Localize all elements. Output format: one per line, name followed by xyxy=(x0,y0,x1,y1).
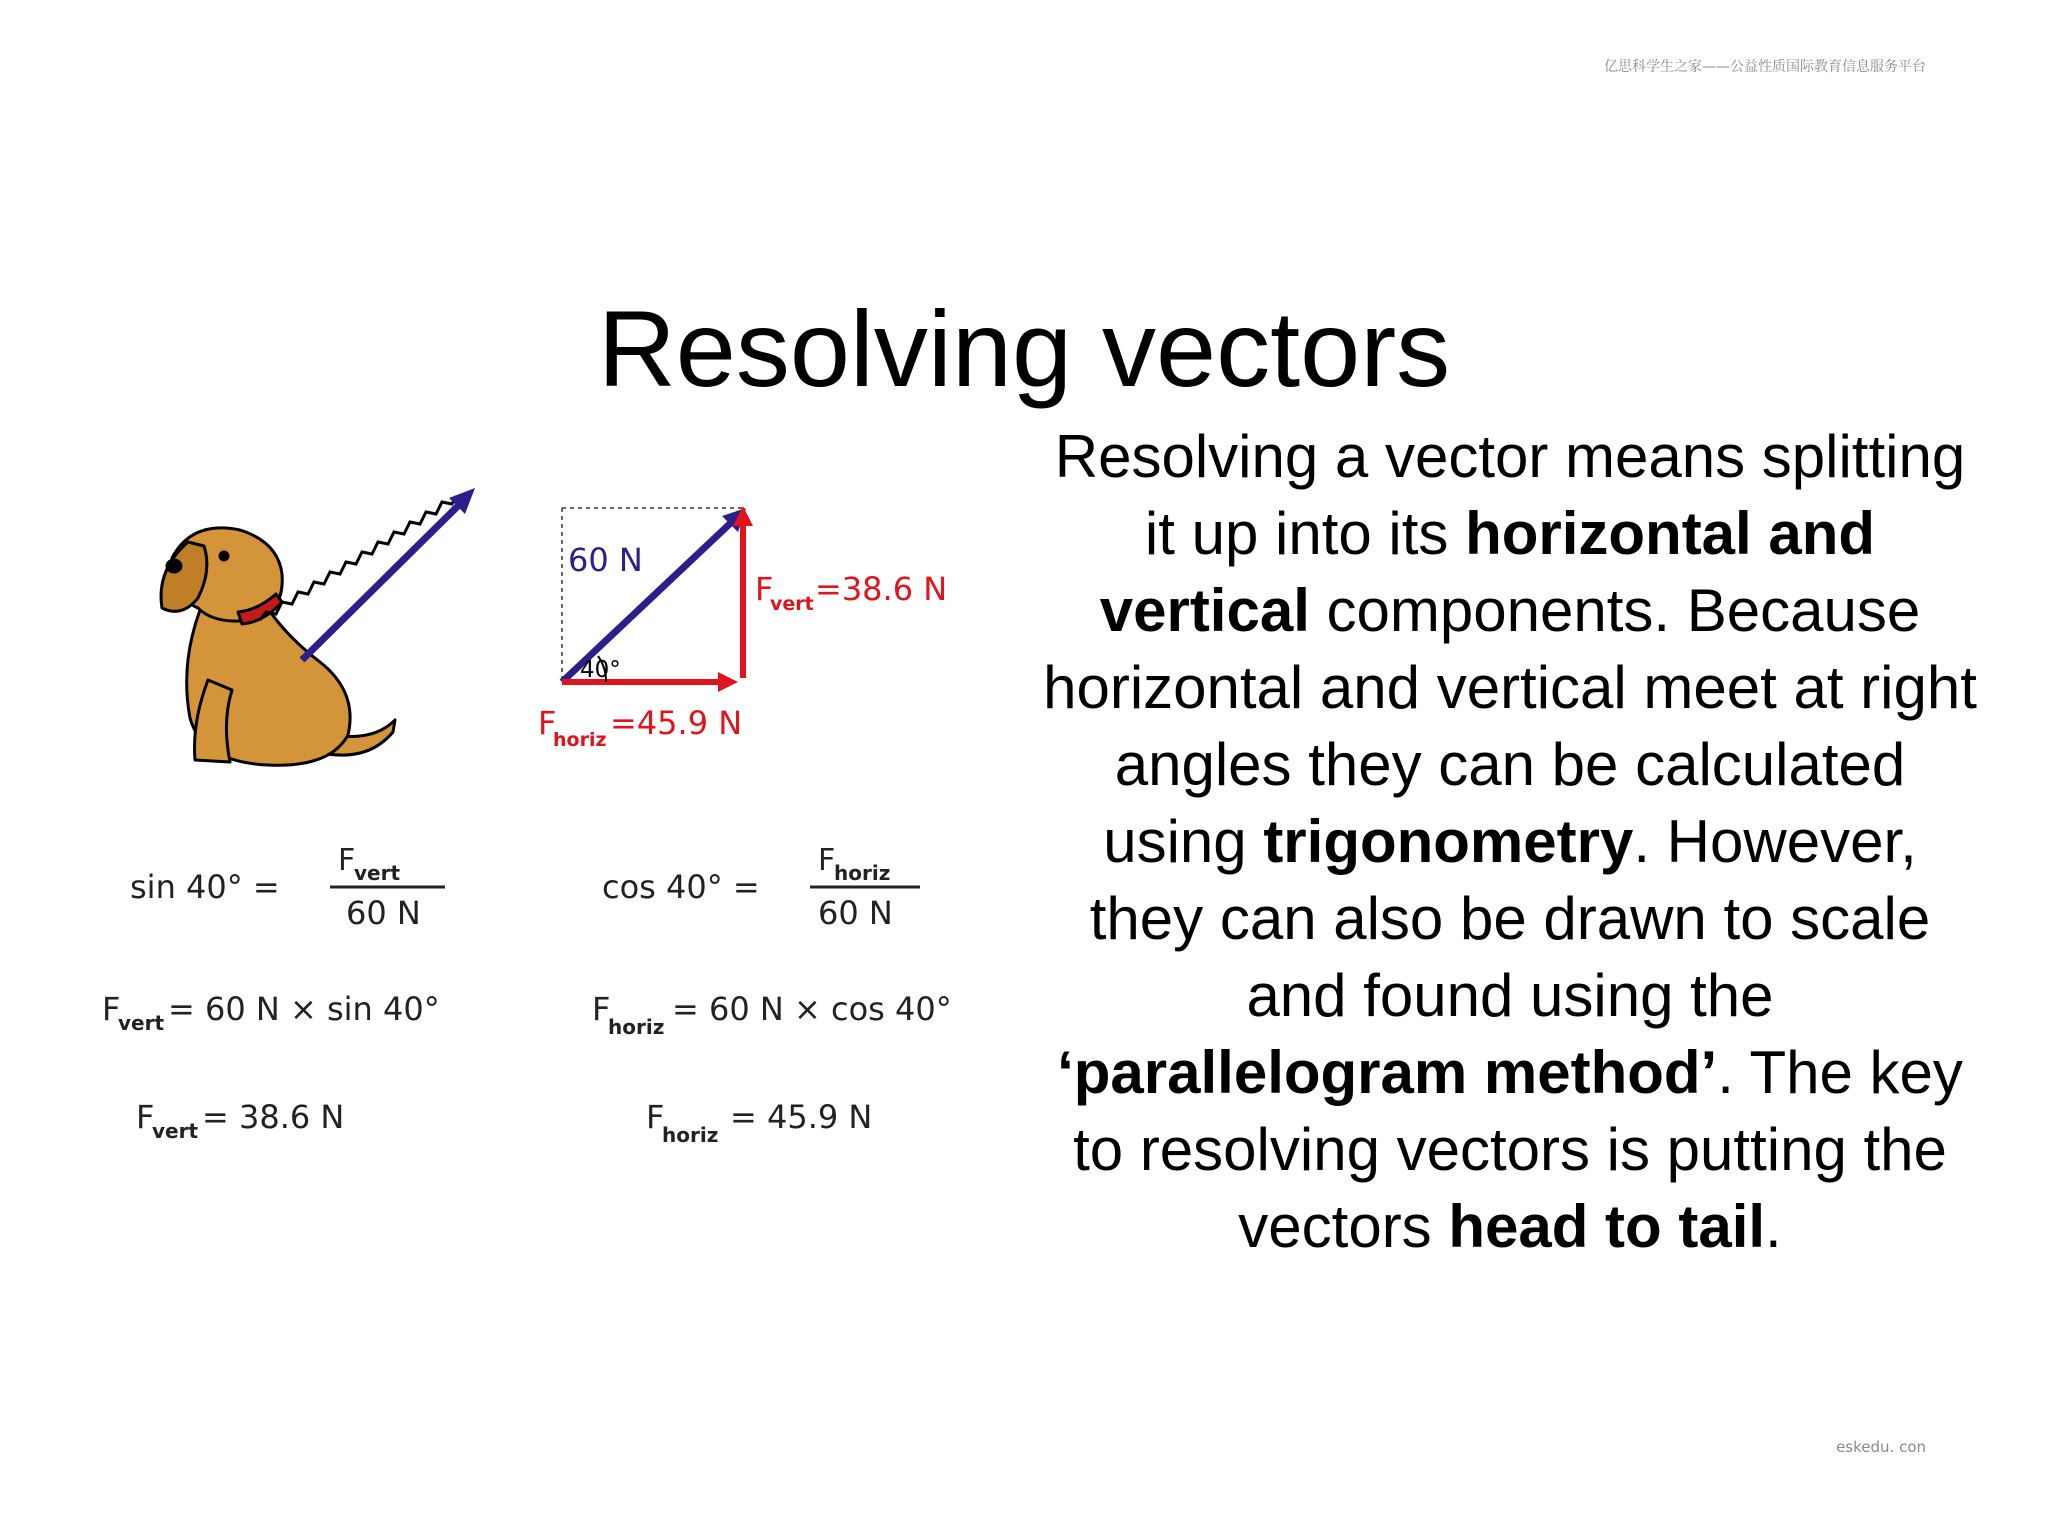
horiz-product-f: F xyxy=(592,990,611,1028)
cos-numerator-f: F xyxy=(818,843,836,878)
explanation-paragraph xyxy=(1040,418,1980,1265)
sin-numerator-sub: vert xyxy=(354,861,401,885)
f-vert-value: =38.6 N xyxy=(815,570,948,608)
horiz-result: = 45.9 N xyxy=(730,1098,873,1136)
f-horiz-letter: F xyxy=(538,704,557,742)
vector-diagram-svg xyxy=(90,470,1000,1170)
dog-illustration xyxy=(161,528,395,765)
slide-title: Resolving vectors xyxy=(597,288,1451,410)
body-text-5: . xyxy=(1765,1193,1782,1260)
hypotenuse-label: 60 N xyxy=(568,541,643,579)
sin-numerator-f: F xyxy=(338,843,356,878)
f-horiz-value: =45.9 N xyxy=(610,704,743,742)
f-vert-letter: F xyxy=(755,570,774,608)
horiz-product-sub: horiz xyxy=(608,1015,665,1039)
angle-label: 40° xyxy=(580,657,621,683)
body-bold-2: trigonometry xyxy=(1263,808,1634,875)
dog-nose xyxy=(167,560,181,572)
cosine-formula-block xyxy=(592,843,952,1147)
body-text-4: . The key to resolving vectors is putting the vectors xyxy=(1073,1039,1963,1260)
cos-denominator: 60 N xyxy=(818,894,893,932)
cos-numerator-sub: horiz xyxy=(834,861,891,885)
f-vert-subscript: vert xyxy=(770,593,814,615)
body-bold-3: ‘parallelogram method’ xyxy=(1057,1039,1718,1106)
sin-denominator: 60 N xyxy=(346,894,421,932)
vert-product-f: F xyxy=(102,990,121,1028)
dog-eye xyxy=(220,552,228,560)
body-text-1: Resolving a vector means splitting it up into its xyxy=(1054,423,1966,567)
footer-text: eskedu. con xyxy=(1836,1438,1926,1456)
watermark-text: 亿思科学生之家——公益性质国际教育信息服务平台 xyxy=(1604,59,1926,75)
vector-triangle xyxy=(538,506,947,751)
vert-product: = 60 N × sin 40° xyxy=(168,990,440,1028)
sin-lhs: sin 40° = xyxy=(130,868,280,906)
body-text-2: components. Because horizontal and vertical meet at right angles they can be calculated using xyxy=(1043,577,1977,875)
body-text-3: . However, they can also be drawn to scale and found using the xyxy=(1089,808,1931,1029)
cos-lhs: cos 40° = xyxy=(602,868,760,906)
horiz-result-f: F xyxy=(646,1098,665,1136)
vert-product-sub: vert xyxy=(118,1011,165,1035)
vert-result-f: F xyxy=(136,1098,155,1136)
horiz-result-sub: horiz xyxy=(662,1123,719,1147)
body-bold-4: head to tail xyxy=(1448,1193,1766,1260)
vert-result-sub: vert xyxy=(152,1119,199,1143)
f-horiz-subscript: horiz xyxy=(553,729,607,751)
horiz-product: = 60 N × cos 40° xyxy=(672,990,952,1028)
vert-result: = 38.6 N xyxy=(202,1098,345,1136)
body-bold-1: horizontal and vertical xyxy=(1099,500,1876,644)
sine-formula-block xyxy=(102,843,445,1143)
vector-figure xyxy=(90,470,1000,1170)
explanation-text xyxy=(1040,418,1980,1265)
